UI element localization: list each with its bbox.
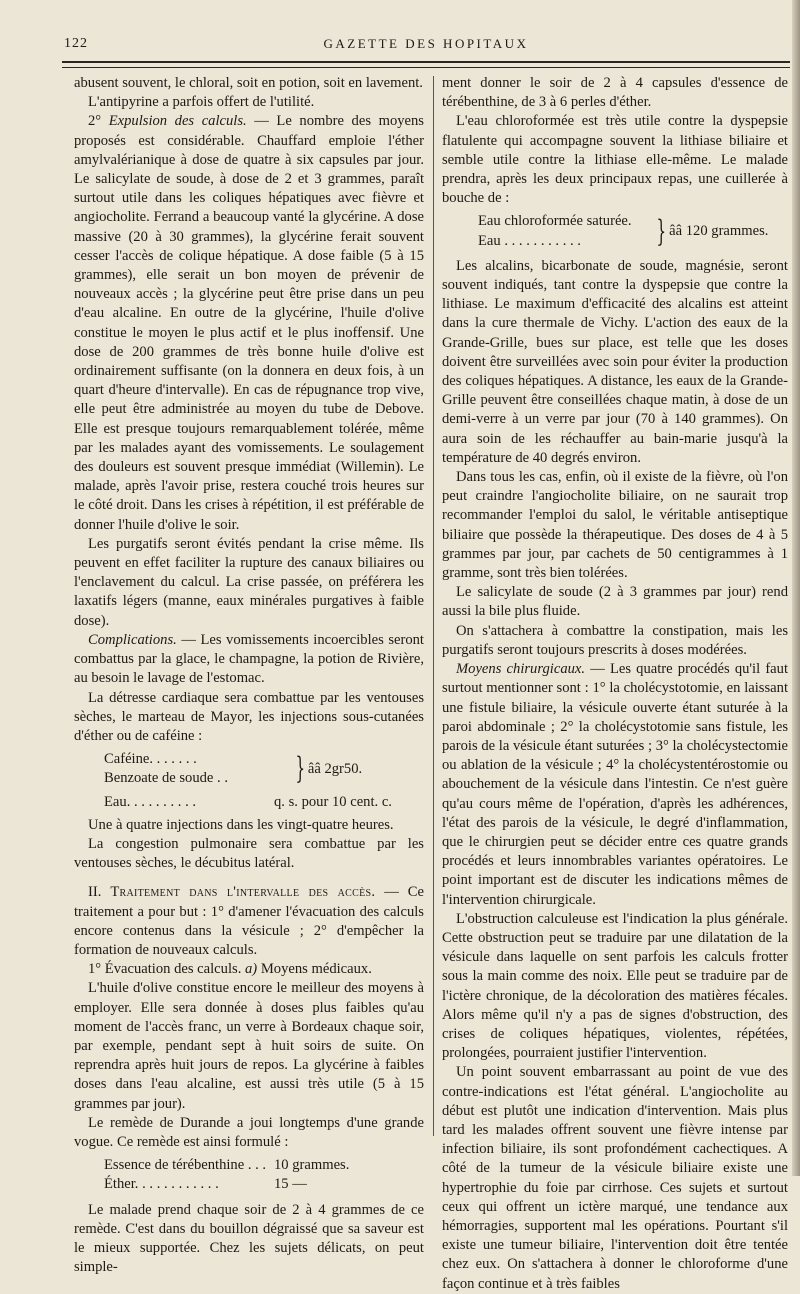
section-number: II. <box>88 884 111 901</box>
paragraph <box>74 631 424 689</box>
section-title: Moyens chirurgicaux. <box>456 661 586 678</box>
left-column <box>74 74 424 1277</box>
paragraph <box>74 883 424 960</box>
paragraph: Les purgatifs seront évités pendant la crise même. Ils peuvent en effet faciliter la rupture des canaux biliaires ou l'enclavement du calcul. La crise passée, on préférera les laxatifs légers (manne, eaux minérales purgatives à faible dose). <box>74 535 424 629</box>
formula-ingredient: Éther. . . . . . . . . . . . <box>104 1176 219 1193</box>
formula-ingredient: Eau chloroformée saturée. <box>478 213 632 230</box>
paragraph: Dans tous les cas, enfin, où il existe de la fièvre, où l'on peut craindre l'angiocholite biliaire, on ne saurait trop recommander l'emploi du salol, le véritable antiseptique biliaire que possède la thérapeutique. Des doses de 4 à 5 grammes par jour, par cachets de 50 centigrammes à 1 gramme, sont très bien tolérées. <box>442 469 788 582</box>
paragraph-text: — Les quatre procédés qu'il faut surtout mentionner sont : 1° la cholécystotomie, en laissant une fistule biliaire, la vésicule ouverte étant suturée à la paroi abdominale ; 2° la cholécystotomie sans fistule, les parois de la vésicule étant suturées ; 3° la cholécystectomie ou ablation de la vésicule ; 4° la cholécystentérostomie ou abouchement de la vésicule dans l'intestin. Ce n'est guère qu'au cours même de l'opération, d'après les adhérences, l'état des parois de la vésicule, le degré d'inflammation, que le chirurgien peut se décider entre ces quatre grands procédés et leurs innombrables variantes opératoires. Le point important est de discuter les indications mêmes de l'intervention chirurgicale. <box>442 661 789 908</box>
page-edge <box>792 0 800 1176</box>
section-title: Complications. <box>88 631 177 648</box>
paragraph: Les alcalins, bicarbonate de soude, magnésie, seront souvent indiqués, tant contre la dyspepsie que contre la lithiase. Le maximum d'efficacité des alcalins est atteint dans la cure thermale de Vichy. L'action des eaux de la Grande-Grille, bues sur place, est telle que les doses doivent être surveillées avec soin pour éviter la production des coliques hépatiques. A distance, les eaux de la Grande-Grille peuvent être conseillées chaque matin, à dose de un demi-verre à un verre par jour (70 à 140 grammes). On aura soin de les réchauffer au bain-marie jusqu'à la température de 40 degrés environ. <box>442 257 788 466</box>
formula-dose: 10 grammes. <box>274 1157 350 1174</box>
paragraph: L'huile d'olive constitue encore le meilleur des moyens à employer. Elle sera donnée à doses plus faibles qu'au moment de l'accès franc, un verre à Bordeaux chaque soir, par exemple, pendant sept à huit soirs de suite. On reprendra après huit jours de repos. La glycérine à faibles doses dans l'eau alcaline, est aussi très utile (5 à 15 grammes par jour). <box>74 980 424 1112</box>
right-column <box>442 74 788 1294</box>
header-rule-thin <box>62 67 790 68</box>
formula-ingredient: Eau . . . . . . . . . . . <box>478 232 581 249</box>
formula-row <box>104 793 424 812</box>
subsection-letter: a) <box>245 961 258 978</box>
paragraph: Le malade prend chaque soir de 2 à 4 grammes de ce remède. C'est dans du bouillon dégraissé que sa saveur est le mieux supportée. Chez les sujets délicats, on peut simple- <box>74 1201 424 1276</box>
formula-ingredient: Benzoate de soude . . <box>104 770 229 787</box>
paragraph: L'antipyrine a parfois offert de l'utilité. <box>88 94 315 111</box>
brace: } <box>295 751 305 787</box>
paragraph-text: — Le nombre des moyens proposés est considérable. Chauffard emploie l'éther amylvalérianique à dose de quatre à six capsules par jour. Le salicylate de soude, à dose de 2 et 3 grammes, paraît surtout utile dans les coliques hépatiques avec fièvre et angiocholite. Ferrand a beaucoup vanté la glycérine. A dose massive (20 à 30 grammes), la glycérine ferait souvent cesser l'accès de colique hépatique. A dose faible (5 à 15 grammes), elle serait un bon moyen de prévenir de nouveaux accès ; la glycérine peut être prise dans un peu d'eau alcaline. En outre de la glycérine, l'huile d'olive constitue le moyen le plus actif et le plus inoffensif. Une dose de 200 grammes de très bonne huile d'olive est ordinairement suffisante (on la donnera en deux fois, à un quart d'heure d'intervalle). En cas de répugnance trop vive, elle peut être administrée au moyen du tube de Debove. Elle est presque toujours remarquablement tolérée, même par les malades ayant des vomissements. Le soulagement des douleurs est souvent presque immédiat (Willemin). Le malade, après l'avoir prise, restera couché trois heures sur le côté droit. Dans les crises à répétition, il est préférable de donner l'huile d'olive le soir. <box>74 113 424 533</box>
header-rule <box>62 61 790 63</box>
formula-dose: q. s. pour 10 cent. c. <box>274 793 392 810</box>
page-header <box>62 34 790 58</box>
formula-row <box>104 1156 424 1175</box>
paragraph-number: 2° <box>88 113 109 130</box>
page-number: 122 <box>64 36 88 51</box>
section-title: Traitement dans l'intervalle des accès. <box>110 884 376 901</box>
paragraph: abusent souvent, le chloral, soit en potion, soit en lavement. <box>74 75 423 91</box>
paragraph: La détresse cardiaque sera combattue par les ventouses sèches, le marteau de Mayor, les injections sous-cutanées d'éther ou de caféine : <box>74 689 424 744</box>
journal-title: GAZETTE DES HOPITAUX <box>323 36 529 51</box>
paragraph <box>442 660 788 910</box>
column-divider <box>433 76 434 1136</box>
brace: } <box>656 213 667 249</box>
formula-caffeine <box>104 750 424 788</box>
paragraph: ment donner le soir de 2 à 4 capsules d'essence de térébenthine, de 3 à 6 perles d'éther. <box>442 75 788 111</box>
paragraph: L'eau chloroformée est très utile contre la dyspepsie flatulente qui accompagne souvent la lithiase biliaire et semble utile contre la lithiase elle-même. Le malade prendra, après les deux principaux repas, une cuillerée à bouche de : <box>442 113 788 207</box>
formula-row <box>104 1175 424 1194</box>
paragraph: Le remède de Durande a joui longtemps d'une grande vogue. Ce remède est ainsi formulé : <box>74 1114 424 1150</box>
section-title: Expulsion des calculs. <box>108 113 247 130</box>
formula-dose: ââ 120 grammes. <box>669 223 769 240</box>
paragraph: L'obstruction calculeuse est l'indication la plus générale. Cette obstruction peut se traduire par une dilatation de la vésicule dans laquelle on sent parfois les calculs frotter sous la main comme des noix. Elle peut se traduire par de l'ictère chronique, de la décoloration des matières fécales. Alors même qu'il n'y a pas de signes d'obstruction, des crises de coliques hépatiques, violentes, répétées, prolongées, pourraient justifier l'intervention. <box>442 910 788 1062</box>
subsection-title: 1° Évacuation des calculs. <box>88 961 245 978</box>
paragraph <box>74 112 424 534</box>
paragraph <box>74 960 424 979</box>
paragraph: Un point souvent embarrassant au point de vue des contre-indications est l'état général. L'angiocholite au début est plutôt une indication d'intervention. Mais plus tard les malades offrent souvent une fièvre intense par infection biliaire, ils sont profondément cachectiques. A côté de la tumeur de la vésicule biliaire existe une hypertrophie du foie par cirrhose. Ces sujets et surtout ceux qui offrent un ictère marqué, une tendance aux hémorragies, supportent mal les opérations. Pourtant s'il existe une tumeur biliaire, l'intervention doit être tentée chez eux. On s'attachera à donner le chloroforme d'une façon continue et à très faibles <box>442 1064 788 1292</box>
paragraph-text: — Les vomissements incoercibles seront combattus par la glace, le champagne, la potion de Rivière, au besoin le lavage de l'estomac. <box>74 631 424 687</box>
paragraph: On s'attachera à combattre la constipation, mais les purgatifs seront toujours prescrits à doses modérées. <box>442 622 788 658</box>
formula-ingredient: Essence de térébenthine . . . <box>104 1157 267 1174</box>
subsection-text: Moyens médicaux. <box>257 961 372 978</box>
paragraph: Une à quatre injections dans les vingt-quatre heures. <box>88 816 394 833</box>
paragraph: Le salicylate de soude (2 à 3 grammes par jour) rend aussi la bile plus fluide. <box>442 584 788 620</box>
formula-chloroform <box>478 212 788 250</box>
paragraph: La congestion pulmonaire sera combattue par les ventouses sèches, le décubitus latéral. <box>74 835 424 872</box>
formula-dose: ââ 2gr50. <box>307 760 363 777</box>
formula-ingredient: Eau. . . . . . . . . . <box>104 793 197 810</box>
formula-ingredient: Caféine. . . . . . . <box>104 751 197 768</box>
paragraph-text: — Ce traitement a pour but : 1° d'amener l'évacuation des calculs encore contenus dans la vésicule ; 2° d'empêcher la formation de nouveaux calculs. <box>74 884 424 958</box>
formula-dose: 15 — <box>274 1176 307 1193</box>
